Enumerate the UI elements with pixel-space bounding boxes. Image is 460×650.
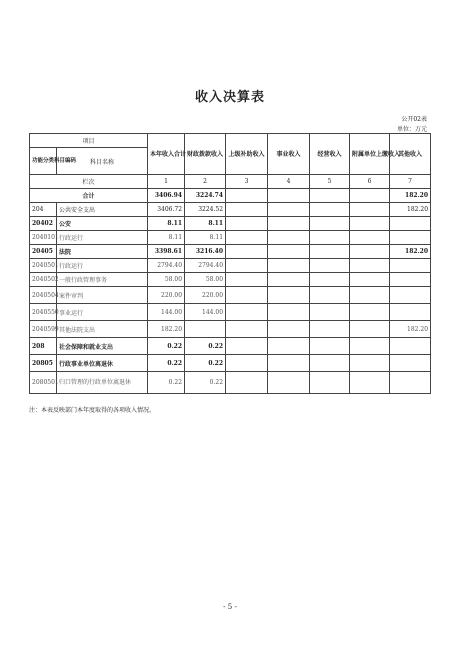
row-value-c7: 182.20 [390, 321, 431, 338]
row-value-c2: 8.11 [185, 231, 226, 245]
row-value-c2: 0.22 [185, 355, 226, 372]
table-row [30, 304, 431, 321]
row-value-c4 [268, 338, 310, 355]
row-code: 2040101 [30, 231, 57, 245]
row-value-c5 [310, 245, 350, 259]
row-subject-name: 公安 [57, 217, 148, 231]
total-c5 [310, 189, 350, 203]
row-value-c2: 0.22 [185, 372, 226, 394]
row-value-c3 [226, 355, 268, 372]
header-c5: 经营收入 [310, 134, 350, 175]
row-subject-name: 行政运行 [57, 259, 148, 273]
row-subject-name: 法院 [57, 245, 148, 259]
row-value-c6 [350, 287, 390, 304]
row-value-c2: 3216.40 [185, 245, 226, 259]
row-value-c3 [226, 321, 268, 338]
row-code: 2040599 [30, 321, 57, 338]
row-value-c1: 144.00 [148, 304, 185, 321]
header-c1: 本年收入合计 [148, 134, 185, 175]
row-value-c3 [226, 245, 268, 259]
table-row [30, 245, 431, 259]
header-c4: 事业收入 [268, 134, 310, 175]
row-value-c1: 182.20 [148, 321, 185, 338]
row-code: 20805 [30, 355, 57, 372]
header-item: 项目 [30, 134, 148, 148]
row-value-c4 [268, 287, 310, 304]
row-code: 2040504 [30, 287, 57, 304]
total-c4 [268, 189, 310, 203]
row-value-c5 [310, 304, 350, 321]
header-c2: 财政拨款收入 [185, 134, 226, 175]
row-subject-name: 社会保障和就业支出 [57, 338, 148, 355]
row-value-c6 [350, 231, 390, 245]
row-value-c4 [268, 259, 310, 273]
table-row [30, 203, 431, 217]
row-code: 20402 [30, 217, 57, 231]
row-value-c5 [310, 338, 350, 355]
total-c3 [226, 189, 268, 203]
table-row [30, 217, 431, 231]
total-c7: 182.20 [390, 189, 431, 203]
row-subject-name: 行政运行 [57, 231, 148, 245]
row-value-c1: 3398.61 [148, 245, 185, 259]
row-value-c1: 0.22 [148, 372, 185, 394]
row-value-c5 [310, 259, 350, 273]
table-row [30, 372, 431, 394]
form-code: 公开02表 [401, 116, 427, 123]
page-number: - 5 - [223, 603, 237, 611]
row-value-c4 [268, 355, 310, 372]
row-code: 2040550 [30, 304, 57, 321]
row-value-c2: 0.22 [185, 338, 226, 355]
row-value-c1: 220.00 [148, 287, 185, 304]
col-index-4: 4 [268, 175, 310, 189]
table-row [30, 231, 431, 245]
row-subject-name: 行政事业单位离退休 [57, 355, 148, 372]
row-value-c1: 3406.72 [148, 203, 185, 217]
row-value-c5 [310, 273, 350, 287]
row-value-c5 [310, 355, 350, 372]
row-value-c2: 144.00 [185, 304, 226, 321]
row-value-c4 [268, 372, 310, 394]
col-index-7: 7 [390, 175, 431, 189]
row-value-c4 [268, 217, 310, 231]
table-row [30, 273, 431, 287]
row-value-c5 [310, 372, 350, 394]
table-body [30, 175, 431, 394]
row-value-c7 [390, 372, 431, 394]
row-subject-name: 公共安全支出 [57, 203, 148, 217]
col-index-6: 6 [350, 175, 390, 189]
col-index-2: 2 [185, 175, 226, 189]
header-func-code: 功能分类科目编码 [30, 148, 57, 175]
row-value-c5 [310, 217, 350, 231]
row-value-c2: 58.00 [185, 273, 226, 287]
row-code: 20405 [30, 245, 57, 259]
row-value-c3 [226, 372, 268, 394]
row-value-c5 [310, 321, 350, 338]
table-row [30, 287, 431, 304]
table-row [30, 355, 431, 372]
row-value-c5 [310, 203, 350, 217]
row-value-c7 [390, 304, 431, 321]
row-value-c7 [390, 259, 431, 273]
row-value-c1: 0.22 [148, 338, 185, 355]
row-value-c7: 182.20 [390, 203, 431, 217]
table-row [30, 259, 431, 273]
row-value-c4 [268, 245, 310, 259]
col-index-5: 5 [310, 175, 350, 189]
row-value-c7: 182.20 [390, 245, 431, 259]
row-subject-name: 归口管理的行政单位离退休 [57, 372, 148, 394]
row-code: 2080501 [30, 372, 57, 394]
row-value-c3 [226, 338, 268, 355]
header-subject-name: 科目名称 [57, 148, 148, 175]
table-row [30, 338, 431, 355]
row-value-c3 [226, 259, 268, 273]
row-value-c3 [226, 287, 268, 304]
row-value-c4 [268, 203, 310, 217]
row-value-c4 [268, 304, 310, 321]
row-value-c6 [350, 304, 390, 321]
row-value-c1: 8.11 [148, 231, 185, 245]
row-subject-name: 案件审判 [57, 287, 148, 304]
row-value-c2: 2794.40 [185, 259, 226, 273]
row-code: 2040501 [30, 259, 57, 273]
row-value-c5 [310, 231, 350, 245]
row-value-c5 [310, 287, 350, 304]
row-code: 2040502 [30, 273, 57, 287]
col-index-1: 1 [148, 175, 185, 189]
row-value-c2 [185, 321, 226, 338]
row-subject-name: 一般行政管理事务 [57, 273, 148, 287]
header-c6: 附属单位上缴收入 [350, 134, 390, 175]
row-value-c1: 8.11 [148, 217, 185, 231]
total-label: 合计 [30, 189, 148, 203]
total-c2: 3224.74 [185, 189, 226, 203]
row-value-c6 [350, 259, 390, 273]
row-value-c7 [390, 217, 431, 231]
row-value-c3 [226, 231, 268, 245]
row-value-c1: 0.22 [148, 355, 185, 372]
row-value-c6 [350, 321, 390, 338]
row-value-c2: 220.00 [185, 287, 226, 304]
row-value-c1: 58.00 [148, 273, 185, 287]
total-c6 [350, 189, 390, 203]
row-value-c4 [268, 273, 310, 287]
row-value-c2: 3224.52 [185, 203, 226, 217]
row-value-c6 [350, 203, 390, 217]
row-subject-name: 事业运行 [57, 304, 148, 321]
col-index-label: 栏次 [30, 175, 148, 189]
row-value-c6 [350, 372, 390, 394]
header-c7: 其他收入 [390, 134, 431, 175]
row-value-c3 [226, 273, 268, 287]
income-table [29, 133, 431, 394]
row-value-c7 [390, 273, 431, 287]
table-row [30, 321, 431, 338]
row-value-c4 [268, 321, 310, 338]
row-value-c7 [390, 338, 431, 355]
row-value-c6 [350, 355, 390, 372]
row-value-c7 [390, 355, 431, 372]
total-c1: 3406.94 [148, 189, 185, 203]
page-title: 收入决算表 [194, 90, 265, 105]
row-value-c6 [350, 338, 390, 355]
row-value-c2: 8.11 [185, 217, 226, 231]
row-value-c1: 2794.40 [148, 259, 185, 273]
header-c3: 上级补助收入 [226, 134, 268, 175]
row-value-c7 [390, 231, 431, 245]
row-code: 208 [30, 338, 57, 355]
unit-label: 单位：万元 [396, 126, 427, 133]
row-value-c6 [350, 217, 390, 231]
row-value-c7 [390, 287, 431, 304]
row-value-c3 [226, 203, 268, 217]
row-value-c6 [350, 245, 390, 259]
row-value-c6 [350, 273, 390, 287]
row-code: 204 [30, 203, 57, 217]
row-value-c4 [268, 231, 310, 245]
row-value-c3 [226, 217, 268, 231]
footnote: 注：本表反映部门本年度取得的各项收入情况。 [29, 407, 156, 414]
row-subject-name: 其他法院支出 [57, 321, 148, 338]
row-value-c3 [226, 304, 268, 321]
col-index-3: 3 [226, 175, 268, 189]
